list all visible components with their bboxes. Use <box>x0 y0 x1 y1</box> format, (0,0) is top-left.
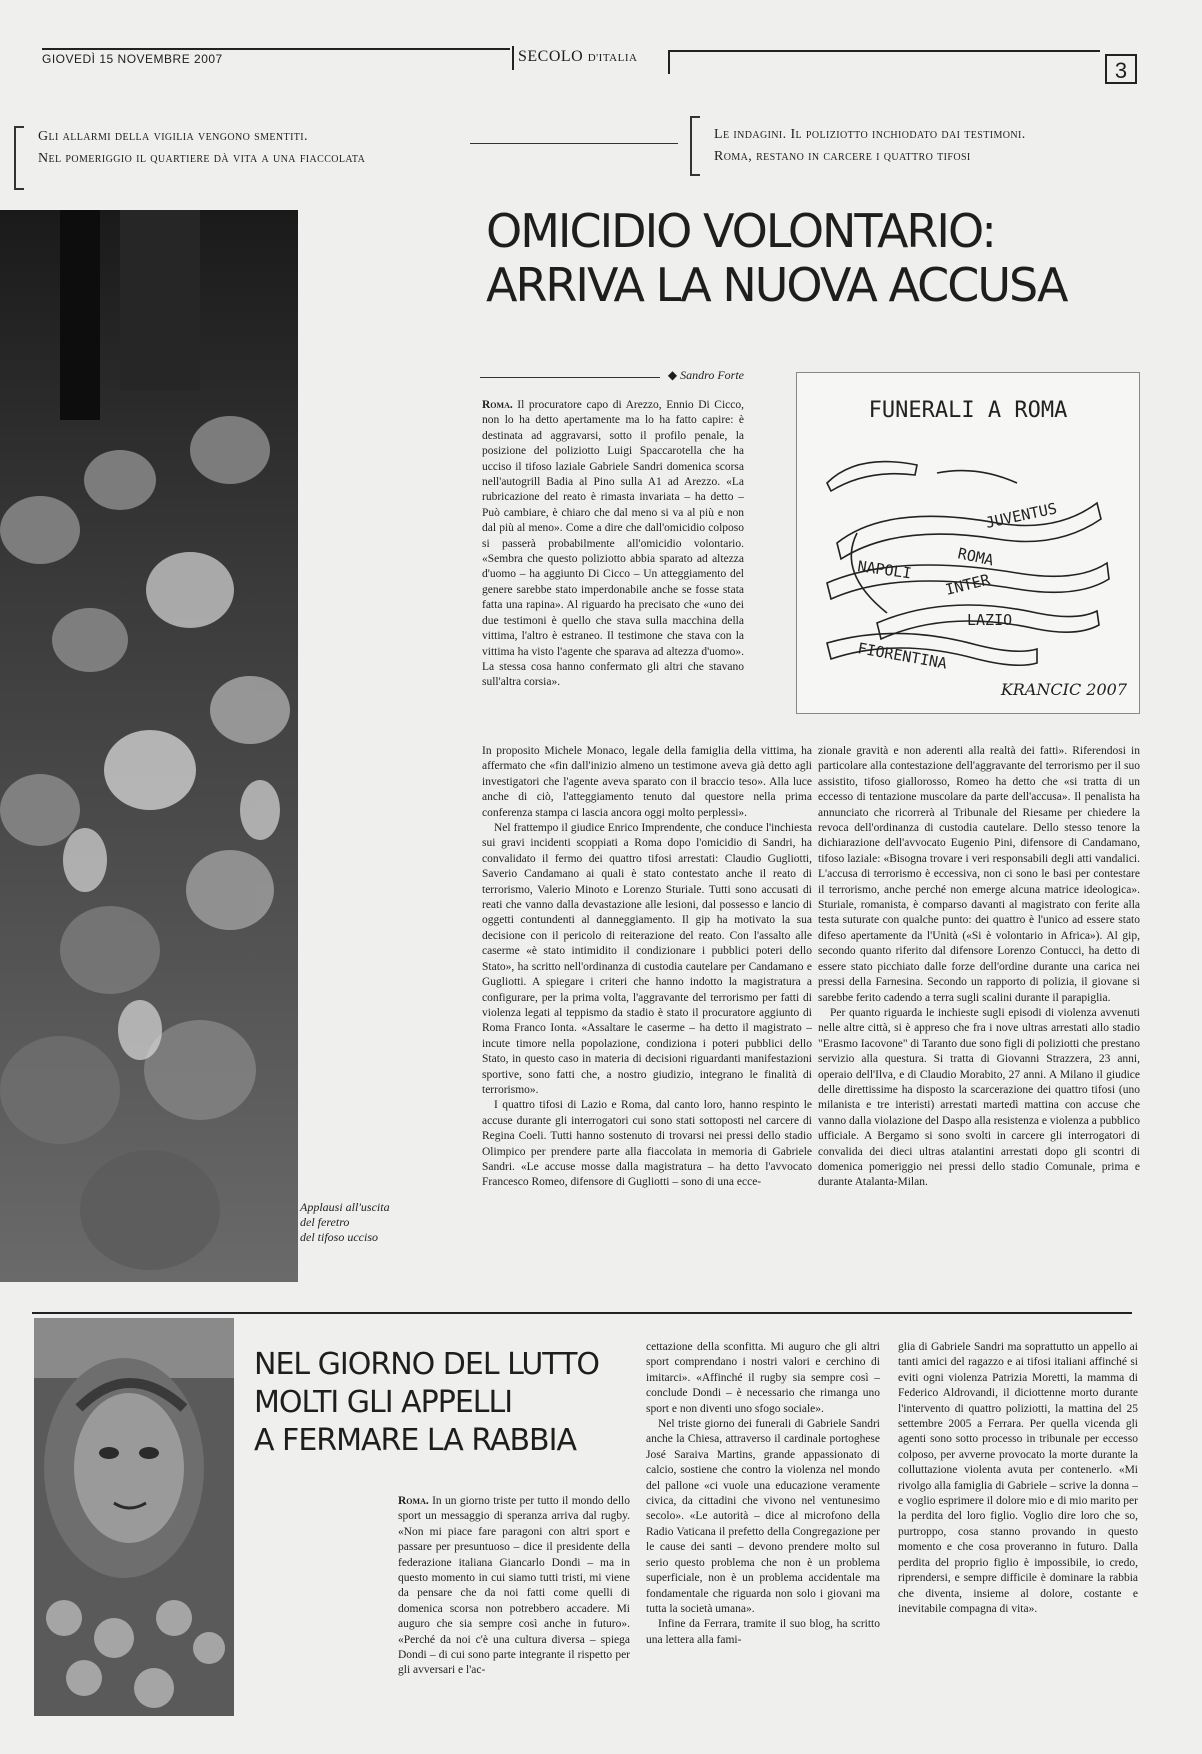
second-article-para-ferrara: Infine da Ferrara, tramite il suo blog, ha scritto una lettera alla fami- <box>646 1618 880 1646</box>
kicker-left-line2: Nel pomeriggio il quartiere dà vita a una fiaccolata <box>38 151 366 166</box>
second-article-col3 <box>898 1340 1138 1716</box>
issue-date: GIOVEDÌ 15 NOVEMBRE 2007 <box>42 52 223 66</box>
main-headline-line2: ARRIVA LA NUOVA ACCUSA <box>486 258 1067 312</box>
photo-caption <box>300 1200 410 1245</box>
main-headline <box>486 204 1186 312</box>
photo-caption-line1: Applausi all'uscita <box>300 1200 390 1214</box>
masthead-divider-right <box>668 52 670 74</box>
kicker-left-line1: Gli allarmi della vigilia vengono smentiti. <box>38 129 308 144</box>
second-article-lead: In un giorno triste per tutto il mondo dello sport un messaggio di speranza arriva dal rugby. «Non mi piace fare paragoni con altri sport e passare per presuntuoso – dice il presidente della federazione italiana Giancarlo Dondi – ma in questo momento in cui siamo tutti tristi, mi viene da pensare che da noi fatti come quelli di domenica scorsa non potrebbero accadere. Mi auguro che sia sempre così anche in futuro». «Perché da noi c'è una cultura diversa – spiega Dondi – di cui sono parte integrante il rispetto per gli avversari e l'ac- <box>398 1495 630 1677</box>
kicker-right-line1: Le indagini. Il poliziotto inchiodato dai testimoni. <box>714 127 1026 142</box>
scarf-juventus: JUVENTUS <box>984 499 1059 532</box>
second-article-para-moretti: glia di Gabriele Sandri ma soprattutto un appello ai tanti amici del ragazzo e ai tifosi italiani affinché si eviti ogni violenza Patrizia Moretti, la mamma di Federico Aldrovandi, il diciottenne morto durante l'intervento di quattro poliziotti, la mattina del 25 settembre 2005 a Ferrara. Per quella vicenda gli agenti sono sotto processo in tribunale per eccesso colposo, per avverne provocato la morte durante la colluttazione violenta avuta per contenerlo. «Mi rivolgo alla famiglia di Gabriele – scrive la donna – e voglio esprimere il dolore mio e di mio marito per la perdita del loro figlio. Voglio dire loro che so, purtroppo, cosa stanno provando in questo momento e che cosa proveranno in futuro. Dalla perdita del proprio figlio è impossibile, io credo, riprendersi, e sempre difficile è dominare la rabbia che diventa, insieme al dolore, costante e inevitabile compagna di vita». <box>898 1341 1138 1615</box>
scarf-inter: INTER <box>943 570 992 599</box>
masthead-rule-left <box>42 48 510 50</box>
section-divider <box>32 1312 1132 1314</box>
scarf-fiorentina: FIORENTINA <box>856 639 949 673</box>
main-article-location: Roma. <box>482 399 513 411</box>
kicker-right-line2: Roma, restano in carcere i quattro tifosi <box>714 149 971 164</box>
cartoon-signature: KRANCIC 2007 <box>1000 680 1127 699</box>
main-article-para-other-cities: Per quanto riguarda le inchieste sugli episodi di violenza avvenuti nelle altre città, si è appreso che fra i nove ultras arrestati allo stadio "Erasmo Iacovone" di Taranto due sono figli di poliziotti che prestano servizio alla questura. Si tratta di Giovanni Strazzera, 23 anni, operaio dell'Ilva, e di Claudio Morabito, 27 anni. A Milano il giudice delle direttissime ha disposto la scarcerazione dei quattro tifosi (uno milanista e tre interisti) arrestati martedì mattina con accuse che vanno dalla violazione del Daspo alla resistenza e violenza a pubblico ufficiale. A Bergamo si sono svolti in carcere gli interrogatori di convalida dei dieci ultras atalantini arrestati dopo gli scontri di domenica pomeriggio nei pressi dello stadio Comunale, prima e durante Atalanta-Milan. <box>818 1006 1140 1189</box>
newspaper-title-suffix: D'ITALIA <box>587 52 638 64</box>
second-article-col1 <box>398 1494 630 1714</box>
second-headline-line2: MOLTI GLI APPELLI <box>254 1385 513 1420</box>
scarf-lazio: LAZIO <box>967 611 1013 629</box>
second-article-para-church: Nel triste giorno dei funerali di Gabriele Sandri anche la Chiesa, attraverso il cardinale portoghese José Saraiva Martins, grande appassionato di calcio, sostiene che contro la violenza nel mondo del pallone «ci vuole una educazione veramente civica, da cittadini che vivono nel ventunesimo secolo». «Le autorità – dice al microfono della Radio Vaticana il prefetto della Congregazione per le cause dei santi – devono prendere molto sul serio questo problema che non è un problema superficiale, non è un problema accidentale ma fondamentale che riguarda non solo i giovani ma tutta la società umana». <box>646 1418 880 1615</box>
second-article-col2 <box>646 1340 880 1716</box>
main-article-col1-bottom <box>482 744 812 1278</box>
masthead-rule-right <box>668 50 1100 52</box>
byline: ◆ Sandro Forte <box>667 368 744 382</box>
banner-portrait-photo <box>34 1318 234 1716</box>
funeral-crowd-photo <box>0 210 298 1282</box>
second-headline-line1: NEL GIORNO DEL LUTTO <box>254 1347 600 1382</box>
scarf-napoli: NAPOLI <box>856 557 913 583</box>
main-article-lead: Il procuratore capo di Arezzo, Ennio Di Cicco, non lo ha detto apertamente ma lo ha fatto capire: è destinata ad aggravarsi, sotto il profilo penale, la posizione del poliziotto Luigi Spaccarotella che ha ucciso il tifoso laziale Gabriele Sandri domenica scorsa nell'autogrill Badia al Pino sulla A1 ad Arezzo. «La rubricazione del reato è rimasta invariata – ha detto – Può cambiare, è chiaro che dal meno si va al più e non dal più al meno». Come a dire che dall'omicidio colposo si passerà probabilmente all'omicidio volontario. «Sembra che questo poliziotto abbia sparato ad altezza d'uomo – ha aggiunto Di Cicco – Un atteggiamento del genere sarebbe stato imperdonabile anche se fosse stata fatta una rapina». Al riguardo ha precisato che «uno dei due testimoni è quello che stava sulla macchina della vittima, l'altro è estraneo. Il testimone che stava con la vittima ha visto l'agente che sparava ad altezza d'uomo». La stessa cosa hanno confermato gli altri che stavano sull'altra corsia». <box>482 399 744 689</box>
second-article-para-rugby: cettazione della sconfitta. Mi auguro che gli altri sport comprendano i nostri valori e cerchino di imitarci». «Affinché il rugby sia sempre così – conclude Dondi – è necessario che rimanga uno sport e non diventi uno sfogo sociale». <box>646 1341 880 1415</box>
cartoon-panel <box>796 372 1140 714</box>
kicker-left <box>38 126 468 170</box>
main-article-col2 <box>818 744 1140 1278</box>
main-article-para-monaco: In proposito Michele Monaco, legale della famiglia della vittima, ha affermato che «fin dall'inizio almeno un testimone aveva già detto agli investigatori che l'agente aveva sparato con il braccio teso». Alla luce anche di ciò, l'atteggiamento tenuto dal questore nella prima conferenza stampa ci lascia ancora oggi molto perplessi». <box>482 745 812 819</box>
main-article-col1-top <box>482 398 744 740</box>
photo-caption-line3: del tifoso ucciso <box>300 1230 378 1244</box>
kicker-right <box>714 124 1154 168</box>
cartoon-drawing <box>797 373 1139 713</box>
crowd-photo-illustration <box>0 210 298 1282</box>
main-headline-line1: OMICIDIO VOLONTARIO: <box>486 204 995 258</box>
newspaper-title: SECOLO <box>518 48 584 65</box>
main-article-para-romeo: zionale gravità e non aderenti alla realtà dei fatti». Riferendosi in particolare alla contestazione dell'aggravante del terrorismo per il suo assistito, tifoso giallorosso, Romeo ha detto che «si tratta di un eccesso di tentazione muscolare da parte dell'accusa». Il penalista ha annunciato che ricorrerà al Tribunale del Riesame per chiedere la revoca dell'ordinanza di custodia cautelare. Dello stesso tenore la dichiarazione dell'avvocato Eugenio Pini, difensore di Candamano, tifoso laziale: «Bisogna trovare i veri responsabili degli atti vandalici. L'accusa di terrorismo è eccessiva, non ci sono le basi per contestare il terrorismo, anche perché non emerge alcuna matrice ideologica». Sturiale, romanista, è comparso davanti al magistrato con ferite alla testa suturate con qualche punto: dei quattro è l'unico ad essere stato difeso apertamente da l'Unità («Si è volontario in Africa»). Al gip, secondo quanto riferito dal difensore Lorenzo Contucci, ha detto di essere stato picchiato dalle forze dell'ordine durante una carica nei pressi della Farnesina. Secondo un rapporto di polizia, il giovane si sarebbe ferito cadendo a terra sugli scalini durante il parapiglia. <box>818 745 1140 1004</box>
cartoon-title: FUNERALI A ROMA <box>868 398 1068 423</box>
masthead-divider <box>512 46 514 70</box>
newspaper-name <box>518 48 637 66</box>
scarf-roma: ROMA <box>956 544 996 570</box>
main-article-para-tifosi: I quattro tifosi di Lazio e Roma, dal canto loro, hanno respinto le accuse durante gli interrogatori cui sono stati sottoposti nel carcere di Regina Coeli. Tutti hanno sostenuto di trovarsi nei pressi dello stadio Olimpico per prendere parte alla fiaccolata in memoria di Gabriele Sandri. «Le accuse mosse dalla magistratura – ha detto l'avvocato Francesco Romeo, difensore di Gugliotti – sono di una ecce- <box>482 1099 812 1189</box>
second-headline <box>254 1346 634 1460</box>
second-article-location: Roma. <box>398 1495 429 1507</box>
kicker-right-bracket <box>690 116 700 176</box>
photo-caption-line2: del feretro <box>300 1215 350 1229</box>
byline-rule <box>480 377 660 378</box>
second-headline-line3: A FERMARE LA RABBIA <box>254 1423 577 1458</box>
kicker-left-bracket <box>14 126 24 190</box>
byline-author: Sandro Forte <box>680 368 744 382</box>
kicker-left-rule <box>470 143 678 144</box>
page-number: 3 <box>1105 54 1137 84</box>
banner-photo-illustration <box>34 1318 234 1716</box>
main-article-para-gip: Nel frattempo il giudice Enrico Imprendente, che conduce l'inchiesta sui gravi incidenti scoppiati a Roma dopo l'omicidio di Sandri, ha convalidato il fermo dei quattro tifosi arrestati: Claudio Gugliotti, Saverio Candamano ai quali è stato contestato anche il reato di terrorismo, Valerio Minoto e Lorenzo Sturiale. Tutti sono accusati di reati che vanno dalla devastazione alle lesioni, dal possesso e lancio di oggetti contundenti al danneggiamento. Il gip ha motivato la sua decisione con il pericolo di reiterazione del reato. Con l'assalto alle caserme «è stato intimidito il condizionare i pubblici poteri dello Stato», ha scritto nell'ordinanza di custodia cautelare per Candamano e Gugliotti. A spiegare i criteri che hanno indotto la magistratura a configurare, per la prima volta, l'aggravante del terrorismo per fatti di violenza legati al teppismo da stadio è stato il procuratore aggiunto di Roma Franco Ionta. «Assaltare le caserme – ha detto il magistrato – incute timore nella popolazione, condiziona i poteri pubblici dello Stato, in questo caso in materia di decisioni riguardanti manifestazioni sportive, sono fatti che, a nostro giudizio, integrano le finalità di terrorismo». <box>482 822 812 1096</box>
